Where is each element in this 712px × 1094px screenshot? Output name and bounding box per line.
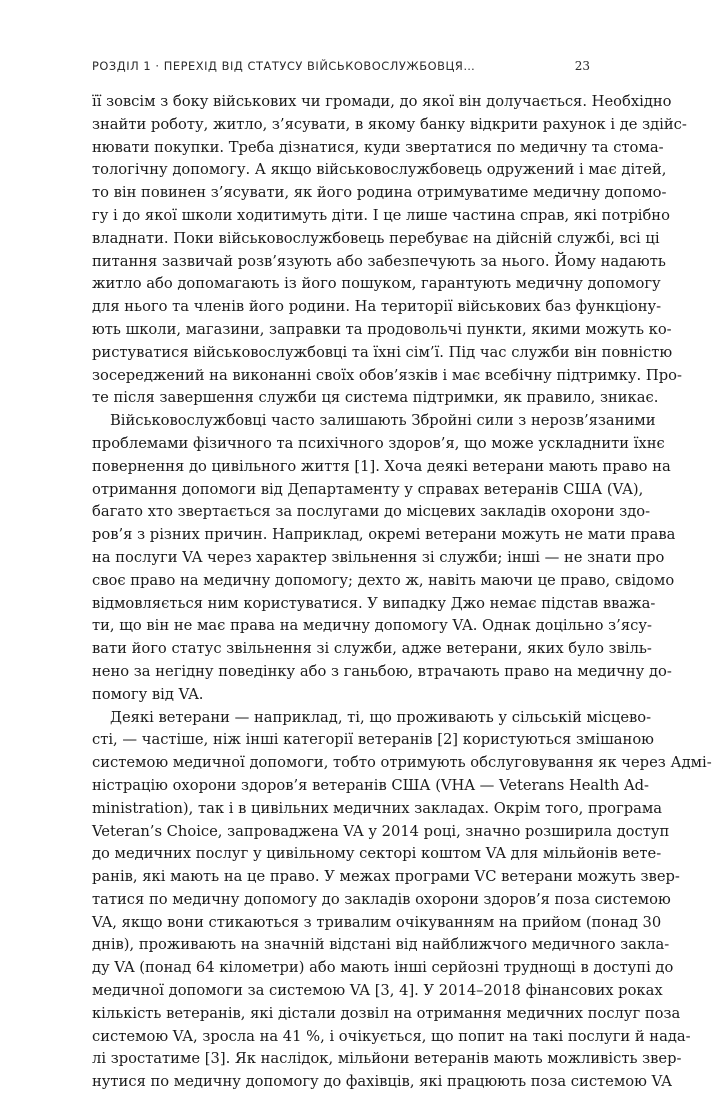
text-line: нювати покупки. Треба дізнатися, куди звертатися по медичну та стома- (92, 138, 664, 156)
text-line: її зовсім з боку військових чи громади, до якої він долучається. Необхідно (92, 93, 672, 110)
text-line: сті, — частіше, ніж інші категорії ветеранів [2] користуються змішаною (92, 731, 654, 749)
text-line: днів), проживають на значній відстані від найближчого медичного закла- (92, 936, 670, 954)
text-line: ministration), так і в цивільних медичних закладах. Окрім того, програма (92, 799, 663, 817)
text-line: нутися по медичну допомогу до фахівців, які працюють поза системою VA (92, 1073, 672, 1091)
text-line: отримання допомоги від Департаменту у справах ветеранів США (VA), (92, 480, 644, 498)
text-line: вати його статус звільнення зі служби, адже ветерани, яких було звіль- (92, 640, 652, 658)
text-line: системою VA, зросла на 41 %, і очікується, що попит на такі послуги й нада- (92, 1027, 691, 1045)
text-line: ристуватися військовослужбовці та їхні сім’ї. Під час служби він повністю (92, 343, 673, 361)
text-line: повернення до цивільного життя [1]. Хоча деякі ветерани мають право на (92, 457, 671, 475)
text-line: проблемами фізичного та психічного здоров’я, що може ускладнити їхнє (92, 434, 665, 452)
text-line: медичної допомоги за системою VA [3, 4]. У 2014–2018 фінансових роках (92, 982, 663, 1000)
text-line: питання зазвичай розв’язують або забезпечують за нього. Йому надають (92, 252, 666, 270)
text-line: системою медичної допомоги, тобто отримують обслуговування як через Адмі- (92, 754, 712, 772)
text-line: багато хто звертається за послугами до місцевих закладів охорони здо- (92, 503, 651, 521)
text-line: лі зростатиме [3]. Як наслідок, мільйони ветеранів мають можливість звер- (92, 1050, 682, 1068)
text-line: гу і до якої школи ходитимуть діти. І це лише частина справ, які потрібно (92, 206, 670, 224)
text-line: до медичних послуг у цивільному секторі коштом VA для мільйонів вете- (92, 845, 662, 863)
text-line: то він повинен з’ясувати, як його родина отримуватиме медичну допомо- (92, 184, 667, 202)
text-line: нено за негідну поведінку або з ганьбою, втрачають право на медичну до- (92, 662, 672, 680)
paragraph-first-line: Військовослужбовці часто залишають Збройні сили з нерозв’язаними (110, 412, 656, 430)
text-line: ють школи, магазини, заправки та продовольчі пункти, якими можуть ко- (92, 320, 672, 338)
text-line: ду VA (понад 64 кілометри) або мають інші серйозні труднощі в доступі до (92, 959, 674, 977)
text-line: для нього та членів його родини. На території військових баз функціону- (92, 298, 662, 316)
text-line: ранів, які мають на це право. У межах програми VC ветерани можуть звер- (92, 868, 680, 886)
text-line: ністрацію охорони здоров’я ветеранів США (VHA — Veterans Health Ad- (92, 776, 649, 794)
text-line: VA, якщо вони стикаються з тривалим очікуванням на прийом (понад 30 (92, 913, 662, 931)
text-line: тологічну допомогу. А якщо військовослужбовець одружений і має дітей, (92, 161, 667, 179)
running-header (92, 59, 612, 79)
text-line: ти, що він не має права на медичну допомогу VA. Однак доцільно з’ясу- (92, 617, 652, 635)
paragraph-first-line: Деякі ветерани — наприклад, ті, що проживають у сільській місцево- (110, 708, 652, 726)
text-line: відмовляється ним користуватися. У випадку Джо немає підстав вважа- (92, 594, 656, 612)
text-line: житло або допомагають із його пошуком, гарантують медичну допомогу (92, 275, 661, 293)
text-line: знайти роботу, житло, з’ясувати, в якому банку відкрити рахунок і де здійс- (92, 115, 687, 133)
text-line: ров’я з різних причин. Наприклад, окремі ветерани можуть не мати права (92, 526, 676, 544)
chapter-title: РОЗДІЛ 1 · ПЕРЕХІД ВІД СТАТУСУ ВІЙСЬКОВОСЛУЖБОВЦЯ… (92, 59, 476, 73)
text-line: кількість ветеранів, які дістали дозвіл на отримання медичних послуг поза (92, 1004, 681, 1022)
body-text (92, 91, 712, 1094)
text-line: своє право на медичну допомогу; дехто ж, навіть маючи це право, свідомо (92, 571, 675, 589)
text-line: владнати. Поки військовослужбовець перебуває на дійсній службі, всі ці (92, 229, 660, 247)
text-line: помогу від VA. (92, 685, 204, 703)
text-line: те після завершення служби ця система підтримки, як правило, зникає. (92, 389, 659, 407)
text-line: Veteran’s Choice, запроваджена VA у 2014 році, значно розширила доступ (92, 822, 670, 840)
page-number: 23 (574, 59, 590, 73)
text-line: на послуги VA через характер звільнення зі служби; інші — не знати про (92, 548, 665, 566)
text-line: зосереджений на виконанні своїх обов’язків і має всебічну підтримку. Про- (92, 366, 682, 384)
text-line: татися по медичну допомогу до закладів охорони здоров’я поза системою (92, 890, 671, 908)
